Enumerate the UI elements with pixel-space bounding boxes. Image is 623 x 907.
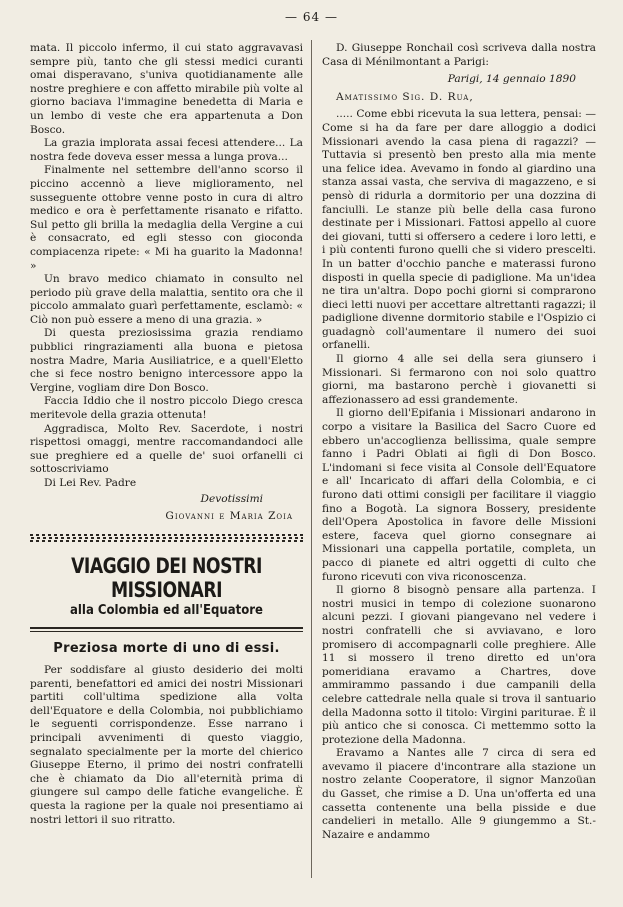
paragraph: Faccia Iddio che il nostro piccolo Diego cresca meritevole della grazia ottenuta! <box>30 395 303 422</box>
letter-salutation: Amatissimo Sig. D. Rua, <box>336 90 474 103</box>
letter-closing: Di Lei Rev. Padre <box>44 477 137 489</box>
paragraph: mata. Il piccolo infermo, il cui stato aggravavasi sempre più, tanto che gli stessi medici curanti omai disperavano, s'univa quotidianamente alle nostre preghiere e con affetto mirabile più volte al giorno baciava l'immagine benedetta di Maria e un lembo di veste che era appartenuta a Don Bosco. <box>30 42 303 136</box>
ornamental-divider <box>30 532 303 542</box>
page-number: — 64 — <box>285 10 338 24</box>
article-subheadline: alla Colombia ed all'Equatore <box>70 602 263 618</box>
signature: Giovanni e Maria Zoia <box>165 510 293 523</box>
paragraph: Il giorno 4 alle sei della sera giunsero i Missionari. Si fermarono con noi solo quattro giorni, ma bastarono perchè i giovanetti si affezionassero ad essi grandemente. <box>322 353 596 406</box>
left-column <box>30 42 303 885</box>
right-column <box>322 42 596 885</box>
paragraph: Il giorno 8 bisognò pensare alla partenza. I nostri musici in tempo di colezione suonarono alcuni pezzi. I giovani piangevano nel vedere i nostri confratelli che si avviavano, e loro promisero di accompagnarli colle preghiere. Alle 11 si mossero il treno diretto ed un'ora pomeridiana eravamo a Chartres, dove ammirammo passando i due campanili della celebre cattedrale nella quale si trova il santuario della Madonna sotto il titolo: Virgini pariturae. È il più antico che si conosca. Ci mettemmo sotto la protezione della Madonna. <box>322 584 596 746</box>
column-divider <box>311 40 312 878</box>
letter-place-date: Parigi, 14 gennaio 1890 <box>447 73 576 86</box>
paragraph: Finalmente nel settembre dell'anno scorso il piccino accennò a lieve miglioramento, nel susseguente ottobre venne posto in cura di altro medico e ora è perfettamente risanato e rifatto. Sul petto gli brilla la medaglia della Vergine a cui è consacrato, ed egli stesso con gioconda compiacenza ripete: « Mi ha guarito la Madonna! » <box>30 164 303 272</box>
paragraph: Aggradisca, Molto Rev. Sacerdote, i nostri rispettosi omaggi, mentre raccomandandoci alle sue preghiere ed a quelle de' suoi orfanelli ci sottoscriviamo <box>30 422 303 476</box>
paragraph: Il giorno dell'Epifania i Missionari andarono in corpo a visitare la Basilica del Sacro Cuore ed ebbero un'accoglienza bellissima, quale sempre fanno i Padri Oblati ai figli di Don Bosco. L'indomani si fece visita al Console dell'Equatore e all' Incaricato di affari della Colombia, e ci furono dati ottimi consigli per facilitare il viaggio fino a Bogotà. La signora Bossery, presidente dell'Opera Apostolica in favore delle Missioni estere, faceva quel giorno consegnare ai Missionari una cappella portatile, completa, un pacco di pianete ed altri oggetti di culto che furono ricevuti con viva riconoscenza. <box>322 407 596 583</box>
paragraph: Di questa preziosissima grazia rendiamo pubblici ringraziamenti alla buona e pietosa nostra Madre, Maria Ausiliatrice, e a quell'Eletto che si fece nostro benigno intercessore appo la Vergine, vogliam dire Don Bosco. <box>30 327 303 394</box>
paragraph: Per soddisfare al giusto desiderio dei molti parenti, benefattori ed amici dei nostri Missionari partiti coll'ultima spedizione alla volta dell'Equatore e della Colombia, noi pubblichiamo le seguenti corrispondenze. Esse narrano i principali avvenimenti di questo viaggio, segnalato specialmente per la morte del chierico Giuseppe Eterno, il primo dei nostri confratelli che è chiamato da Dio all'eternità prima di giungere sul campo delle fatiche evangeliche. È questa la ragione per la quale noi presentiamo ai nostri lettori il suo ritratto. <box>30 663 303 826</box>
article-headline: VIAGGIO DEI NOSTRI MISSIONARI <box>71 553 262 602</box>
title-rule <box>30 631 303 632</box>
devoted-line: Devotissimi <box>200 492 263 505</box>
paragraph: La grazia implorata assai fecesi attendere... La nostra fede doveva esser messa a lunga prova... <box>30 137 303 163</box>
paragraph: Eravamo a Nantes alle 7 circa di sera ed avevamo il piacere d'incontrare alla stazione un nostro zelante Cooperatore, il signor Manzoüan du Gasset, che rimise a D. Una un'offerta ed una cassetta contenente una bella pisside e due candelieri in metallo. Alle 9 giungemmo a St.-Nazaire e andammo <box>322 747 596 841</box>
paragraph: Un bravo medico chiamato in consulto nel periodo più grave della malattia, sentito ora che il piccolo ammalato guarì perfettamente, esclamò: « Ciò non può essere a meno di una grazia. » <box>30 273 303 326</box>
paragraph: ..... Come ebbi ricevuta la sua lettera, pensai: — Come si ha da fare per dare alloggio a dodici Missionari avendo la casa piena di ragazzi? — Tuttavia si presentò ben presto alla mia mente una felice idea. Avevamo in fondo al giardino una stanza assai vasta, che serviva di magazzeno, e si pensò di ridurla a dormitorio per una dozzina di fanciulli. Le stanze più belle della casa furono destinate per i Missionari. Fattosi appello al cuore dei giovani, tutti si offersero a cedere i loro letti, e i più contenti furono quelli che si videro prescelti. In un batter d'occhio panche e materassi furono disposti in quella specie di padiglione. Ma un'idea ne tira un'altra. Dopo pochi giorni si comprarono dieci letti nuovi per accettare altrettanti ragazzi; il padiglione divenne dormitorio stabile e l'Ospizio ci guadagnò coll'aumentare il numero dei suoi orfanelli. <box>322 108 596 352</box>
title-rule <box>30 627 303 629</box>
section-title: Preziosa morte di uno di essi. <box>53 641 280 657</box>
letter-intro: D. Giuseppe Ronchail così scriveva dalla nostra Casa di Ménilmontant a Parigi: <box>322 42 596 68</box>
